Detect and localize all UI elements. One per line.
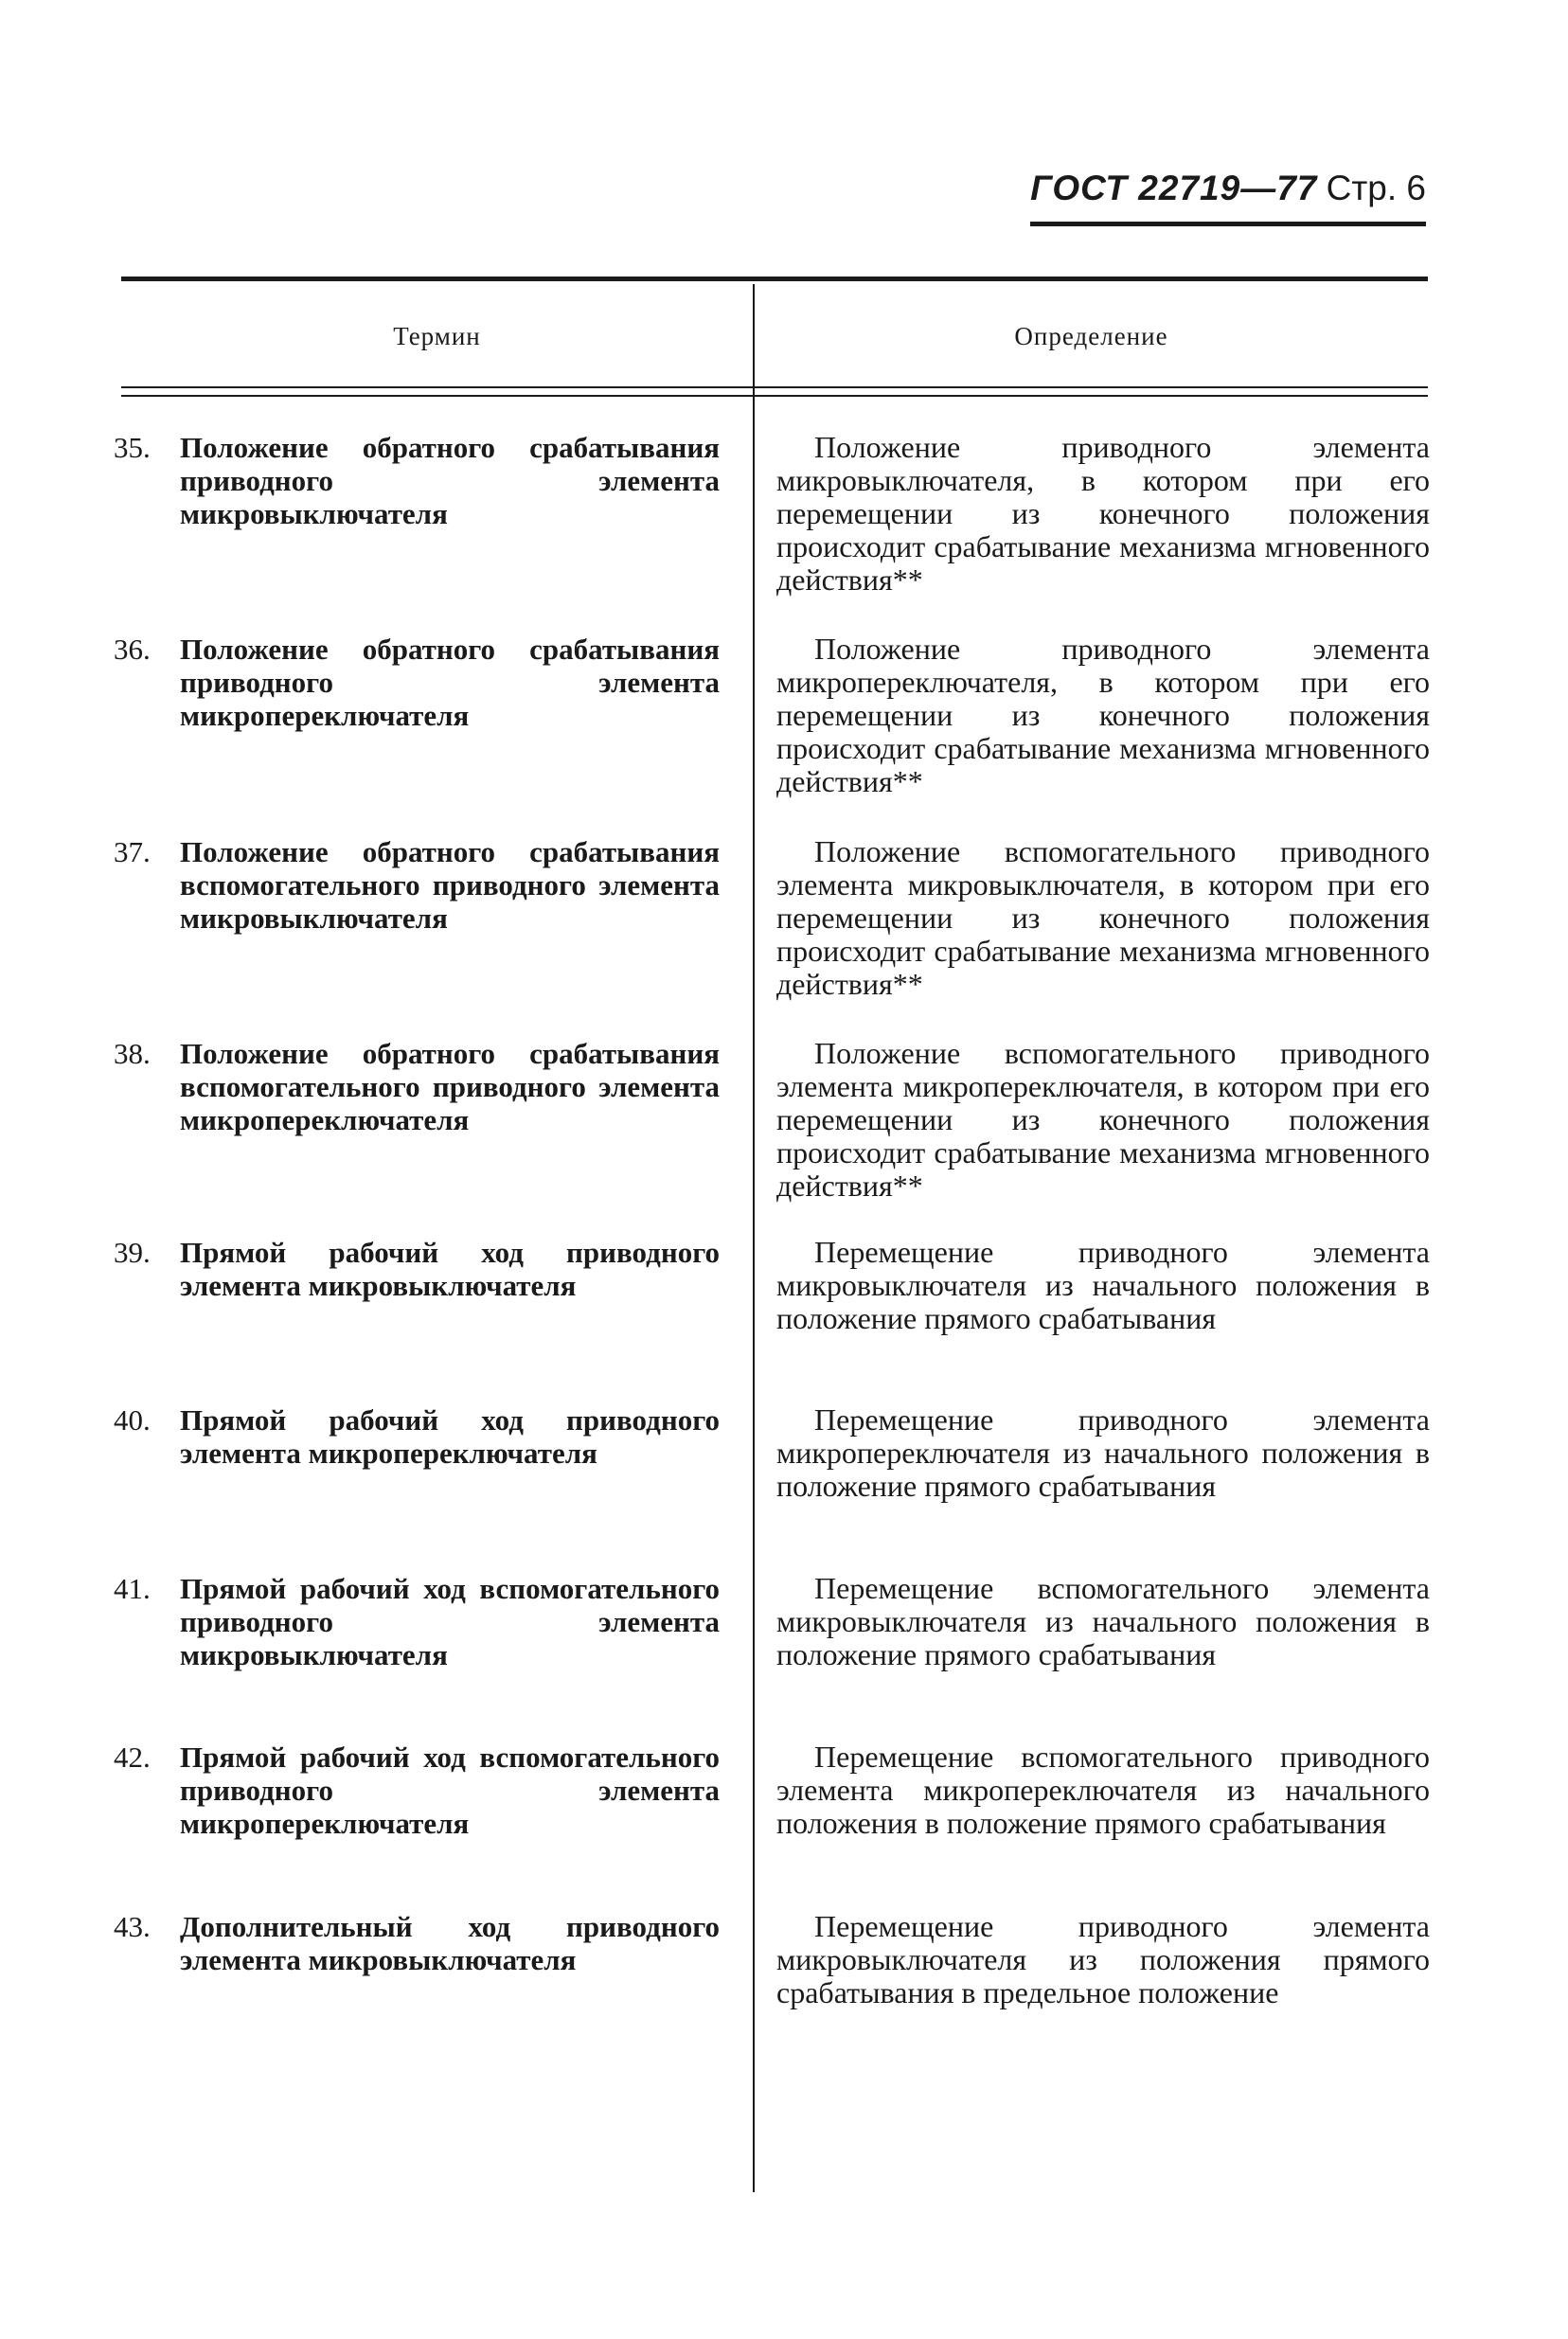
- table-row-term: [114, 835, 720, 935]
- entry-number: 38.: [114, 1037, 151, 1070]
- entry-term-text: Дополнительный ход приводного элемента микровыключателя: [180, 1910, 720, 1976]
- table-row-definition: Положение вспомогательного приводного элемента микровыключателя, в котором при его перемещении из конечного положения происходит срабатывание механизма мгновенного действия**: [776, 834, 1430, 1001]
- table-row-term: [114, 1236, 720, 1302]
- header-underline: [1030, 222, 1426, 226]
- column-header-term: Термин: [393, 322, 481, 350]
- entry-number: 35.: [114, 431, 151, 464]
- standard-number: ГОСТ 22719—77: [1030, 169, 1318, 207]
- entry-term-text: Положение обратного срабатывания приводного элемента микропереключателя: [180, 633, 720, 732]
- entry-term-text: Положение обратного срабатывания вспомогательного приводного элемента микропереключателя: [180, 1037, 720, 1136]
- entry-number: 39.: [114, 1236, 151, 1269]
- entry-number: 40.: [114, 1403, 151, 1437]
- entry-term-text: Прямой рабочий ход вспомогательного приводного элемента микропереключателя: [180, 1741, 720, 1840]
- table-row-term: [114, 1741, 720, 1840]
- column-divider: [753, 284, 755, 2192]
- entry-term-text: Прямой рабочий ход приводного элемента микровыключателя: [180, 1236, 720, 1302]
- table-row-definition: Перемещение приводного элемента микропереключателя из начального положения в положение прямого срабатывания: [776, 1402, 1430, 1503]
- table-top-rule: [121, 277, 1428, 281]
- table-row-definition: Положение приводного элемента микропереключателя, в котором при его перемещении из конечного положения происходит срабатывание механизма мгновенного действия**: [776, 632, 1430, 798]
- entry-number: 41.: [114, 1572, 151, 1605]
- header-double-rule-top: [121, 386, 1428, 388]
- entry-number: 36.: [114, 633, 151, 666]
- table-row-term: [114, 1403, 720, 1470]
- table-row-term: [114, 1910, 720, 1976]
- entry-term-text: Прямой рабочий ход вспомогательного приводного элемента микровыключателя: [180, 1572, 720, 1671]
- table-row-term: [114, 1037, 720, 1136]
- table-row-term: [114, 633, 720, 732]
- table-row-definition: Перемещение вспомогательного элемента микровыключателя из начального положения в положение прямого срабатывания: [776, 1571, 1430, 1671]
- table-row-definition: Положение приводного элемента микровыключателя, в котором при его перемещении из конечного положения происходит срабатывание механизма мгновенного действия**: [776, 430, 1430, 597]
- entry-number: 43.: [114, 1910, 151, 1943]
- entry-term-text: Прямой рабочий ход приводного элемента микропереключателя: [180, 1403, 720, 1470]
- page-header: [1030, 169, 1426, 209]
- table-row-term: [114, 431, 720, 530]
- entry-term-text: Положение обратного срабатывания вспомогательного приводного элемента микровыключателя: [180, 835, 720, 935]
- header-double-rule-bottom: [121, 395, 1428, 397]
- table-row-definition: Перемещение приводного элемента микровыключателя из положения прямого срабатывания в предельное положение: [776, 1909, 1430, 2009]
- table-row-term: [114, 1572, 720, 1671]
- entry-term-text: Положение обратного срабатывания приводного элемента микровыключателя: [180, 431, 720, 530]
- table-row-definition: Положение вспомогательного приводного элемента микропереключателя, в котором при его перемещении из конечного положения происходит срабатывание механизма мгновенного действия**: [776, 1036, 1430, 1203]
- column-header-definition: Определение: [1014, 322, 1168, 350]
- table-row-definition: Перемещение приводного элемента микровыключателя из начального положения в положение прямого срабатывания: [776, 1235, 1430, 1335]
- entry-number: 42.: [114, 1741, 151, 1774]
- entry-number: 37.: [114, 835, 151, 868]
- table-row-definition: Перемещение вспомогательного приводного элемента микропереключателя из начального положения в положение прямого срабатывания: [776, 1740, 1430, 1840]
- page-number: Стр. 6: [1326, 169, 1426, 207]
